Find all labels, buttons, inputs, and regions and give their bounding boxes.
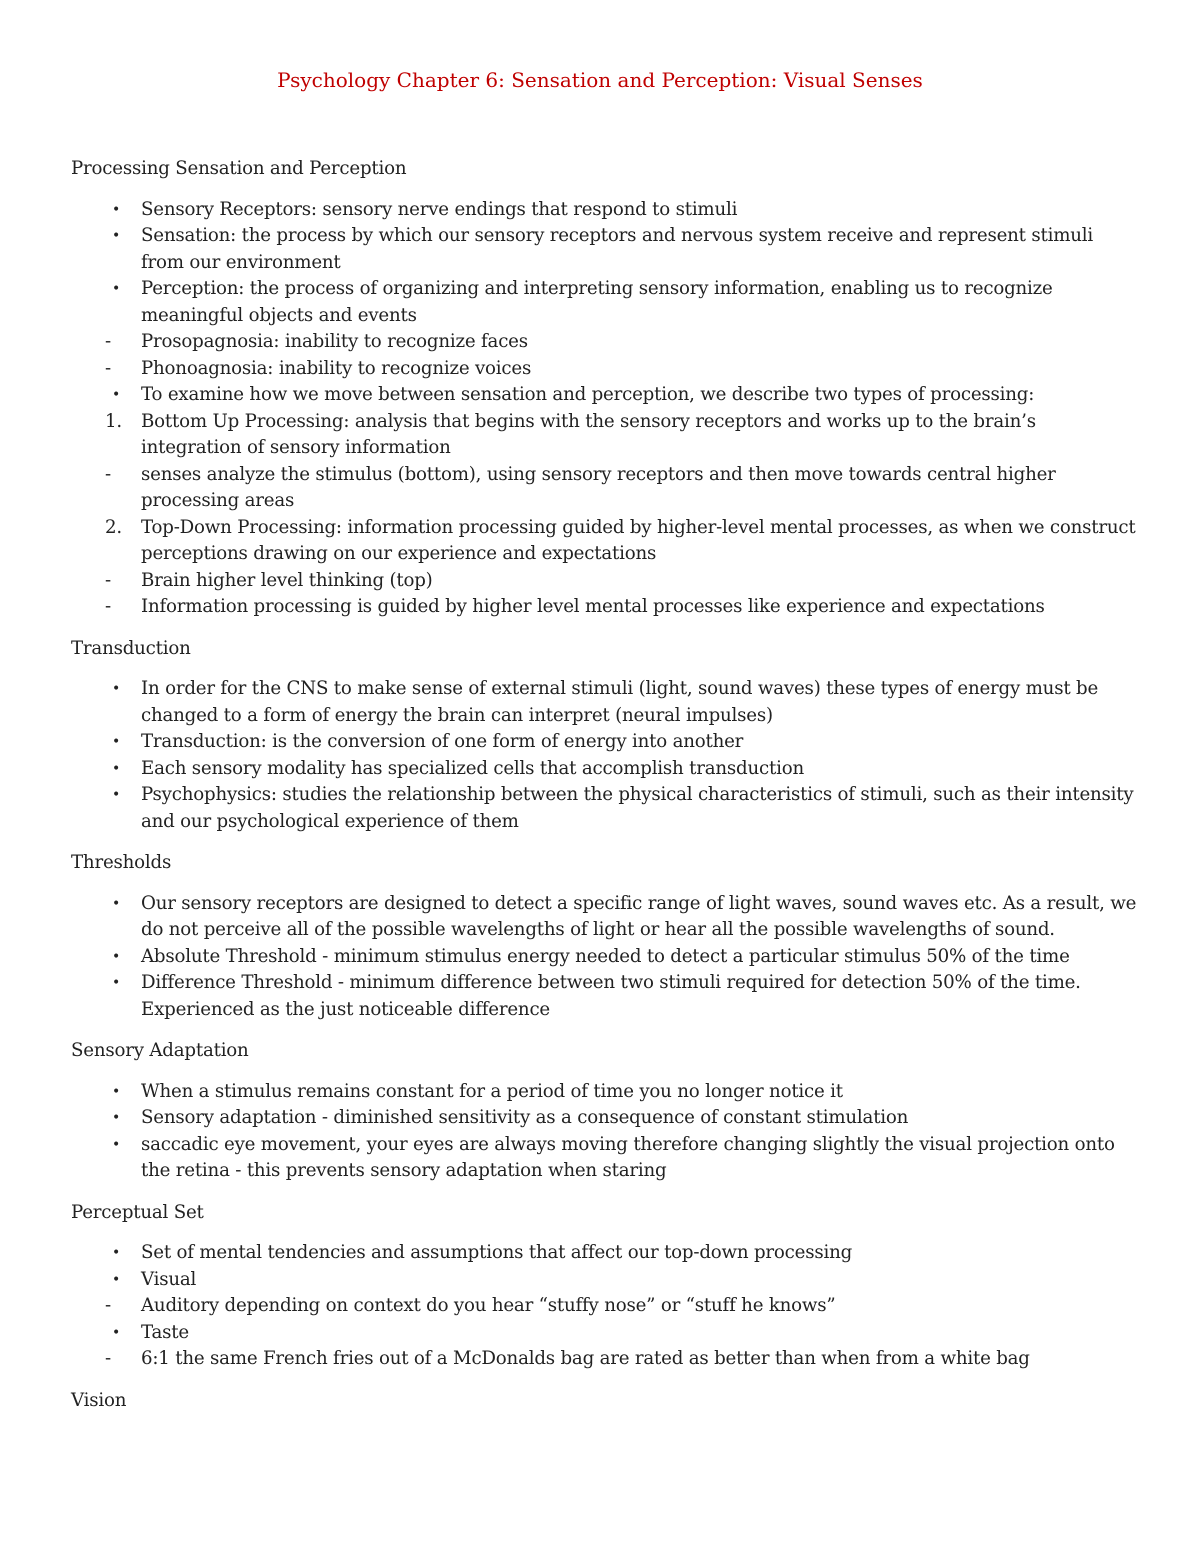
document-title: Psychology Chapter 6: Sensation and Perception: Visual Senses [277, 68, 923, 92]
list-item-text: When a stimulus remains constant for a period of time you no longer notice it [141, 1080, 843, 1102]
list-item-text: Sensation: the process by which our sensory receptors and nervous system receive and represent stimuli from our environment [141, 225, 1094, 273]
list-item-text: Difference Threshold - minimum difference between two stimuli required for detection 50% of the time. Experienced as the just noticeable difference [141, 972, 1081, 1020]
bullet-marker: • [112, 1324, 121, 1341]
list-item-text: Brain higher level thinking (top) [141, 569, 433, 591]
dash-marker: - [105, 1295, 111, 1316]
bullet-marker: • [112, 1271, 121, 1288]
list-item [71, 223, 1141, 276]
list-item [71, 1346, 1141, 1373]
list-item-text: In order for the CNS to make sense of external stimuli (light, sound waves) these types of energy must be changed to a form of energy the brain can interpret (neural impulses) [141, 678, 1099, 726]
list-item-text: Bottom Up Processing: analysis that begins with the sensory receptors and works up to the brain’s integration of sensory information [141, 410, 1036, 458]
list-item-text: Sensory adaptation - diminished sensitivity as a consequence of constant stimulation [141, 1107, 909, 1128]
document-body [71, 156, 1141, 1428]
bullet-marker: • [112, 760, 121, 777]
bullet-marker: • [112, 281, 121, 297]
list-item [71, 276, 1141, 329]
list-item-text: Top-Down Processing: information processing guided by higher-level mental processes, as when we construct perceptions drawing on our experience and expectations [141, 516, 1136, 564]
dash-marker: - [105, 596, 111, 617]
list-item-text: senses analyze the stimulus (bottom), using sensory receptors and then move towards central higher processing areas [141, 463, 1056, 511]
bullet-marker: • [112, 1110, 121, 1126]
bullet-marker: • [112, 975, 121, 991]
section-list [71, 1240, 1141, 1373]
list-item [71, 891, 1141, 944]
list-item-text: Set of mental tendencies and assumptions that affect our top-down processing [141, 1242, 853, 1263]
list-item-text: To examine how we move between sensation and perception, we describe two types of processing: [141, 384, 1035, 405]
list-item-text: Auditory depending on context do you hear “stuffy nose” or “stuff he knows” [141, 1295, 836, 1316]
section-list [71, 891, 1141, 1024]
list-item-text: Each sensory modality has specialized cells that accomplish transduction [141, 757, 804, 779]
list-item-text: 6:1 the same French fries out of a McDonalds bag are rated as better than when from a white bag [141, 1348, 1030, 1369]
list-item-text: Visual [141, 1268, 197, 1290]
section-heading: Transduction [71, 637, 191, 659]
list-item [71, 382, 1141, 409]
bullet-marker: • [112, 1083, 121, 1100]
list-item-text: Transduction: is the conversion of one form of energy into another [141, 731, 744, 752]
list-item [71, 1079, 1141, 1106]
dash-marker: - [105, 569, 111, 591]
list-item [71, 197, 1141, 224]
list-item [71, 594, 1141, 621]
bullet-marker: • [112, 734, 121, 750]
list-item [71, 462, 1141, 515]
list-item [71, 729, 1141, 756]
list-item [71, 970, 1141, 1023]
list-item-text: Psychophysics: studies the relationship between the physical characteristics of stimuli, such as their intensity and our psychological experience of them [141, 784, 1134, 832]
list-item [71, 944, 1141, 971]
list-item-text: Phonoagnosia: inability to recognize voices [141, 357, 532, 379]
dash-marker: - [105, 1348, 111, 1369]
list-item-text: Prosopagnosia: inability to recognize faces [141, 331, 528, 352]
list-item [71, 1240, 1141, 1267]
list-item-text: Information processing is guided by higher level mental processes like experience and expectations [141, 596, 1045, 617]
list-item [71, 356, 1141, 383]
section-heading: Thresholds [71, 852, 172, 873]
list-item-text: Sensory Receptors: sensory nerve endings that respond to stimuli [141, 198, 738, 220]
bullet-marker: • [112, 895, 121, 912]
bullet-marker: • [112, 1136, 121, 1153]
list-item [71, 676, 1141, 729]
list-item-text: saccadic eye movement, your eyes are always moving therefore changing slightly the visual projection onto the retina - this prevents sensory adaptation when staring [141, 1133, 1115, 1181]
list-item [71, 409, 1141, 462]
section-heading: Vision [71, 1389, 127, 1411]
list-item-text: Perception: the process of organizing and interpreting sensory information, enabling us to recognize meaningful objects and events [141, 278, 1053, 326]
list-item [71, 568, 1141, 595]
list-item [71, 1320, 1141, 1347]
number-marker: 2. [105, 516, 122, 538]
list-item [71, 1267, 1141, 1294]
number-marker: 1. [105, 410, 122, 432]
list-item [71, 515, 1141, 568]
list-item-text: Absolute Threshold - minimum stimulus energy needed to detect a particular stimulus 50% of the time [141, 945, 1070, 967]
section-heading: Perceptual Set [71, 1201, 204, 1223]
bullet-marker: • [112, 787, 121, 803]
list-item-text: Taste [141, 1321, 189, 1343]
bullet-marker: • [112, 1245, 121, 1261]
list-item [71, 1132, 1141, 1185]
dash-marker: - [105, 357, 111, 379]
list-item [71, 329, 1141, 356]
list-item [71, 756, 1141, 783]
dash-marker: - [105, 463, 111, 485]
section-list [71, 676, 1141, 835]
section-heading: Processing Sensation and Perception [71, 158, 407, 179]
section-heading: Sensory Adaptation [71, 1040, 249, 1061]
dash-marker: - [105, 331, 111, 352]
bullet-marker: • [112, 681, 121, 697]
list-item [71, 1293, 1141, 1320]
section-list [71, 1079, 1141, 1185]
bullet-marker: • [112, 201, 121, 218]
section-list [71, 197, 1141, 621]
bullet-marker: • [112, 387, 121, 403]
list-item-text: Our sensory receptors are designed to detect a specific range of light waves, sound waves etc. As a result, we do not perceive all of the possible wavelengths of light or hear all the possible wavelengths of sound. [141, 892, 1137, 940]
list-item [71, 1105, 1141, 1132]
bullet-marker: • [112, 948, 121, 965]
bullet-marker: • [112, 228, 121, 244]
list-item [71, 782, 1141, 835]
